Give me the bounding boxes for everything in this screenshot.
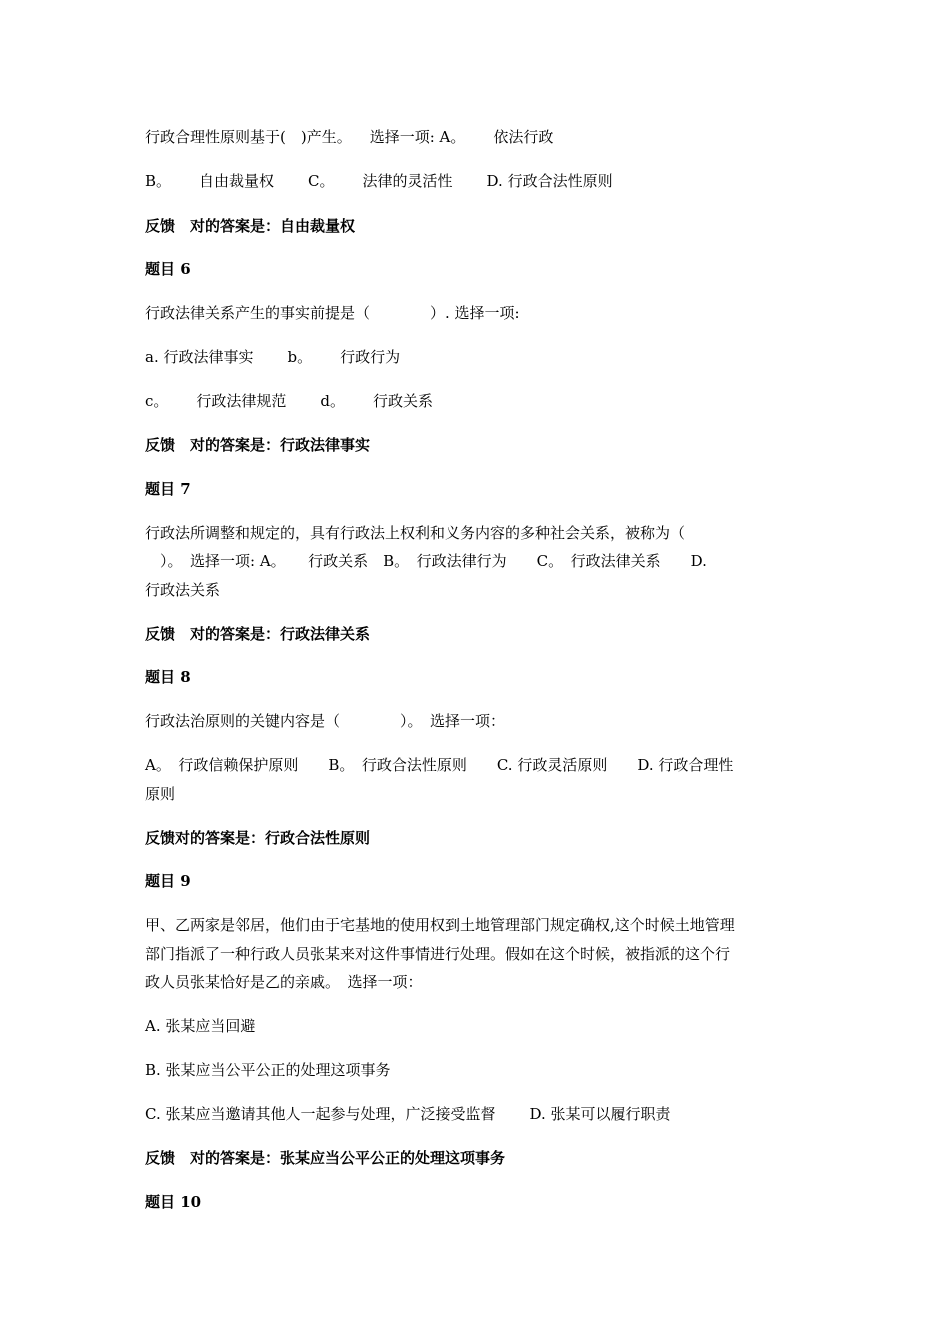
q7-stem-line-1: 行政法所调整和规定的，具有行政法上权利和义务内容的多种社会关系，被称为（ [145, 524, 686, 542]
q9-feedback: 反馈 对的答案是：张某应当公平公正的处理这项事务 [145, 1149, 506, 1167]
q5-select-one: 选择一项: A。 [369, 128, 466, 146]
q8-options-line-1: A。 行政信赖保护原则 B。 行政合法性原则 C. 行政灵活原则 D. 行政合理性 [145, 756, 734, 774]
q9-option-a: A. 张某应当回避 [145, 1017, 256, 1035]
q6-option-a: a. 行政法律事实 [145, 348, 254, 366]
q6-option-d-letter: d。 [320, 392, 346, 410]
q7-stem-line-3: 行政法关系 [145, 581, 221, 599]
q6-options-line-1 [145, 347, 810, 367]
q5-option-d: D. 行政合法性原则 [486, 172, 613, 190]
q9-stem-line-2: 部门指派了一种行政人员张某来对这件事情进行处理。假如在这个时候，被指派的这个行 [145, 945, 731, 963]
q5-option-c-letter: C。 [308, 172, 335, 190]
q6-options-line-2 [145, 391, 810, 411]
q5-option-c: 法律的灵活性 [362, 172, 453, 190]
q6-feedback: 反馈 对的答案是：行政法律事实 [145, 436, 371, 454]
q9-stem-line-3: 政人员张某恰好是乙的亲戚。 选择一项： [145, 973, 423, 991]
q9-stem-line-1: 甲、乙两家是邻居，他们由于宅基地的使用权到土地管理部门规定确权,这个时候土地管理 [145, 916, 735, 934]
q6-option-b: 行政行为 [340, 348, 401, 366]
q6-option-b-letter: b。 [287, 348, 313, 366]
q6-stem: 行政法律关系产生的事实前提是（ ）. 选择一项: [145, 304, 520, 322]
q5-option-a: 依法行政 [493, 128, 554, 146]
q7-heading: 题目 7 [145, 480, 191, 498]
q6-option-d: 行政关系 [373, 392, 434, 410]
q9-option-c: C. 张某应当邀请其他人一起参与处理，广泛接受监督 [145, 1105, 496, 1123]
q5-options-line [145, 171, 810, 191]
q8-stem: 行政法治原则的关键内容是（ ）。 选择一项： [145, 712, 506, 730]
q5-stem-line [145, 127, 810, 147]
q8-options-line-2: 原则 [145, 785, 176, 803]
q9-heading: 题目 9 [145, 872, 191, 890]
q6-option-c: 行政法律规范 [196, 392, 287, 410]
q6-option-c-letter: c。 [145, 392, 169, 410]
q9-option-b: B. 张某应当公平公正的处理这项事务 [145, 1061, 391, 1079]
q7-feedback: 反馈 对的答案是：行政法律关系 [145, 625, 371, 643]
q5-option-b-letter: B。 [145, 172, 172, 190]
q10-heading: 题目 10 [145, 1193, 202, 1211]
q5-stem: 行政合理性原则基于( )产生。 [145, 128, 352, 146]
q9-options-line-cd [145, 1104, 810, 1124]
q5-option-b: 自由裁量权 [199, 172, 275, 190]
q7-stem-line-2: ）。 选择一项: A。 行政关系 B。 行政法律行为 C。 行政法律关系 D. [145, 552, 707, 570]
q8-heading: 题目 8 [145, 668, 191, 686]
q8-feedback: 反馈对的答案是：行政合法性原则 [145, 829, 371, 847]
q5-feedback: 反馈 对的答案是：自由裁量权 [145, 217, 356, 235]
q9-option-d: D. 张某可以履行职责 [529, 1105, 671, 1123]
q6-heading: 题目 6 [145, 260, 191, 278]
